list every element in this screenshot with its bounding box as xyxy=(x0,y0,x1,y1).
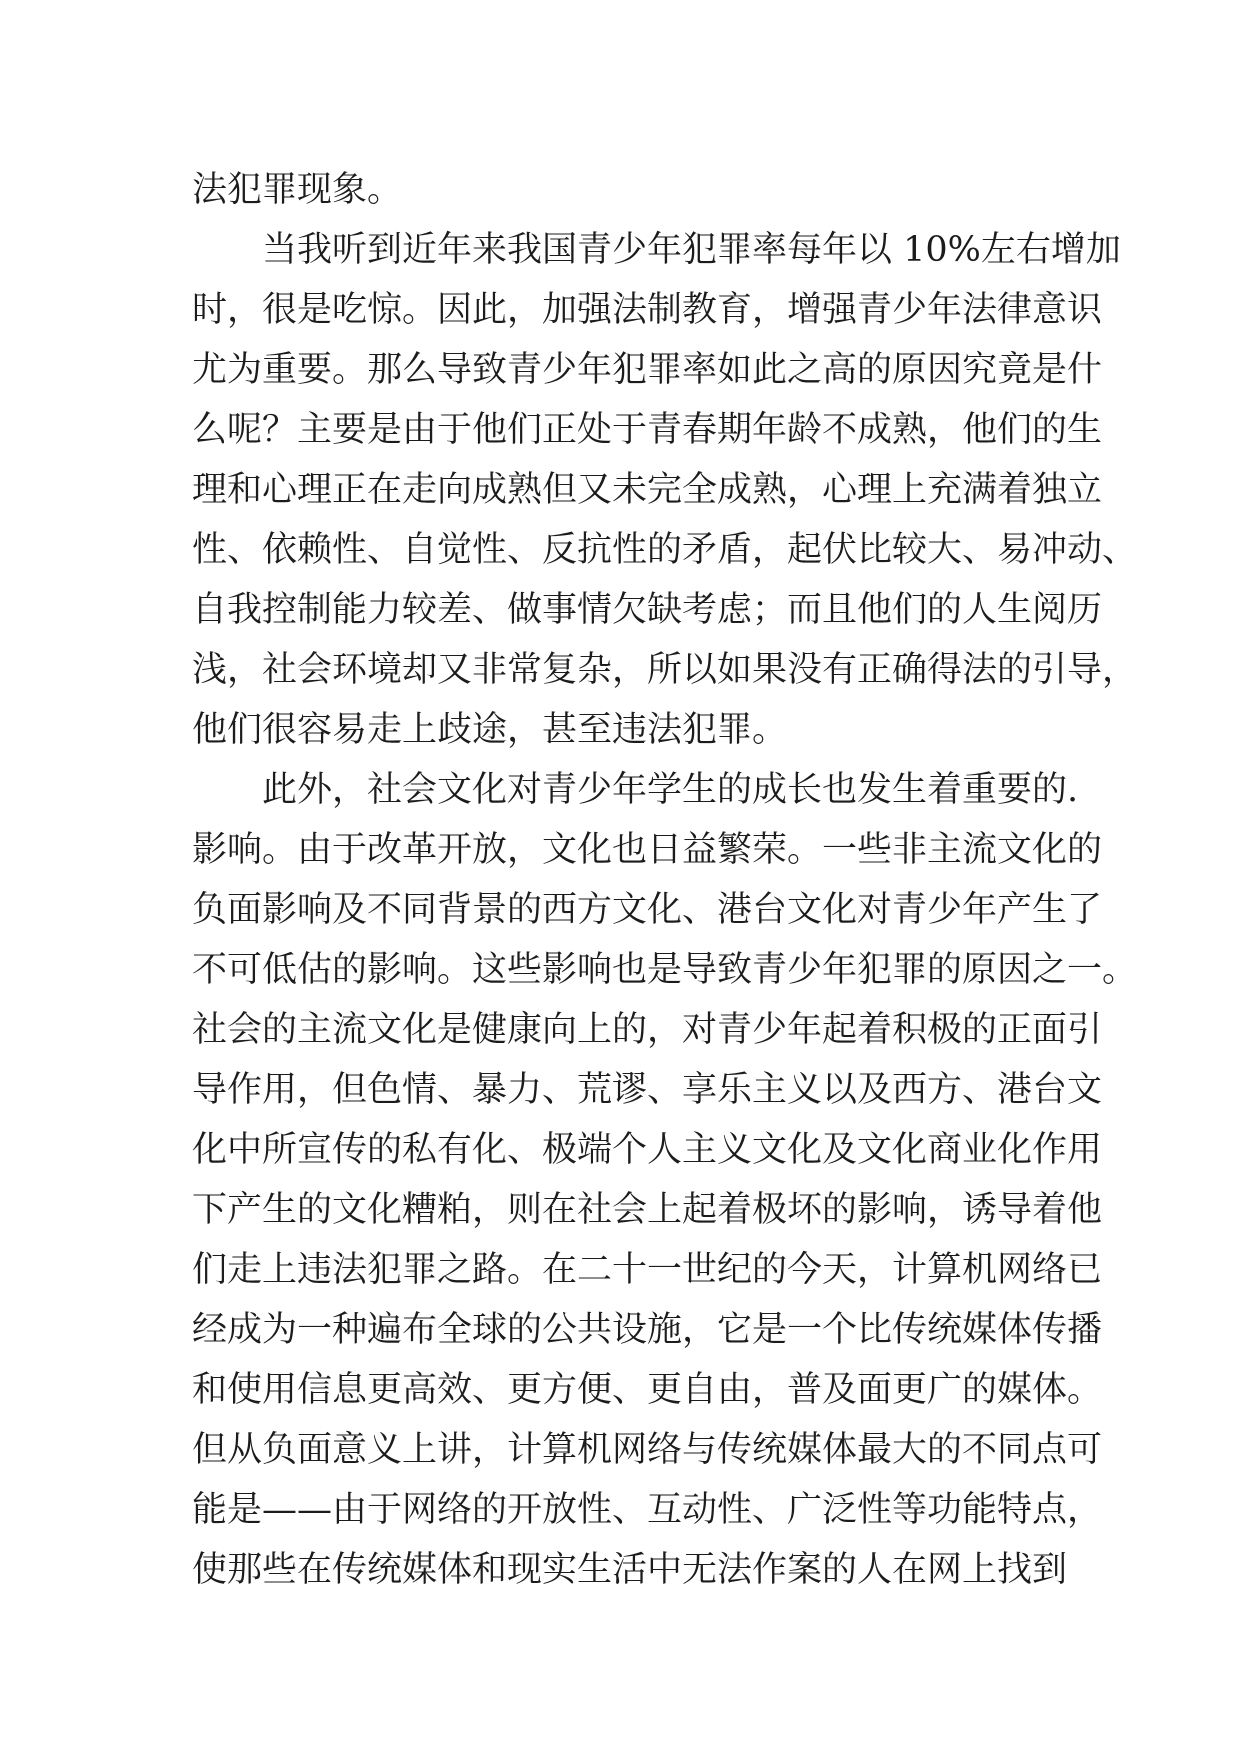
paragraph-first-line: 当我听到近年来我国青少年犯罪率每年以 10%左右增加 xyxy=(262,230,1121,270)
text-line: 负面影响及不同背景的西方文化、港台文化对青少年产生了 xyxy=(192,890,1103,930)
text-line: 尤为重要。那么导致青少年犯罪率如此之高的原因究竟是什 xyxy=(192,350,1103,390)
text-line: 使那些在传统媒体和现实生活中无法作案的人在网上找到 xyxy=(192,1550,1068,1590)
text-line: 经成为一种遍布全球的公共设施，它是一个比传统媒体传播 xyxy=(192,1310,1103,1350)
text-line: 能是——由于网络的开放性、互动性、广泛性等功能特点， xyxy=(192,1490,1103,1530)
text-line: 但从负面意义上讲，计算机网络与传统媒体最大的不同点可 xyxy=(192,1430,1103,1470)
text-line: 自我控制能力较差、做事情欠缺考虑；而且他们的人生阅历 xyxy=(192,590,1103,630)
text-line: 时，很是吃惊。因此，加强法制教育，增强青少年法律意识 xyxy=(192,290,1103,330)
text-line: 社会的主流文化是健康向上的，对青少年起着积极的正面引 xyxy=(192,1010,1103,1050)
text-line: 不可低估的影响。这些影响也是导致青少年犯罪的原因之一。 xyxy=(192,950,1138,990)
text-line: 么呢？主要是由于他们正处于青春期年龄不成熟，他们的生 xyxy=(192,410,1103,450)
paragraph-first-line: 此外，社会文化对青少年学生的成长也发生着重要的. xyxy=(262,770,1079,810)
text-line: 导作用，但色情、暴力、荒谬、享乐主义以及西方、港台文 xyxy=(192,1070,1103,1110)
text-line: 浅，社会环境却又非常复杂，所以如果没有正确得法的引导， xyxy=(192,650,1138,690)
text-line: 性、依赖性、自觉性、反抗性的矛盾，起伏比较大、易冲动、 xyxy=(192,530,1138,570)
text-line: 法犯罪现象。 xyxy=(192,170,403,210)
body-text xyxy=(192,160,1138,1600)
text-line: 影响。由于改革开放，文化也日益繁荣。一些非主流文化的 xyxy=(192,830,1103,870)
text-line: 和使用信息更高效、更方便、更自由，普及面更广的媒体。 xyxy=(192,1370,1103,1410)
text-line: 理和心理正在走向成熟但又未完全成熟，心理上充满着独立 xyxy=(192,470,1103,510)
text-line: 他们很容易走上歧途，甚至违法犯罪。 xyxy=(192,710,788,750)
text-line: 们走上违法犯罪之路。在二十一世纪的今天，计算机网络已 xyxy=(192,1250,1103,1290)
text-line: 化中所宣传的私有化、极端个人主义文化及文化商业化作用 xyxy=(192,1130,1103,1170)
text-line: 下产生的文化糟粕，则在社会上起着极坏的影响，诱导着他 xyxy=(192,1190,1103,1230)
